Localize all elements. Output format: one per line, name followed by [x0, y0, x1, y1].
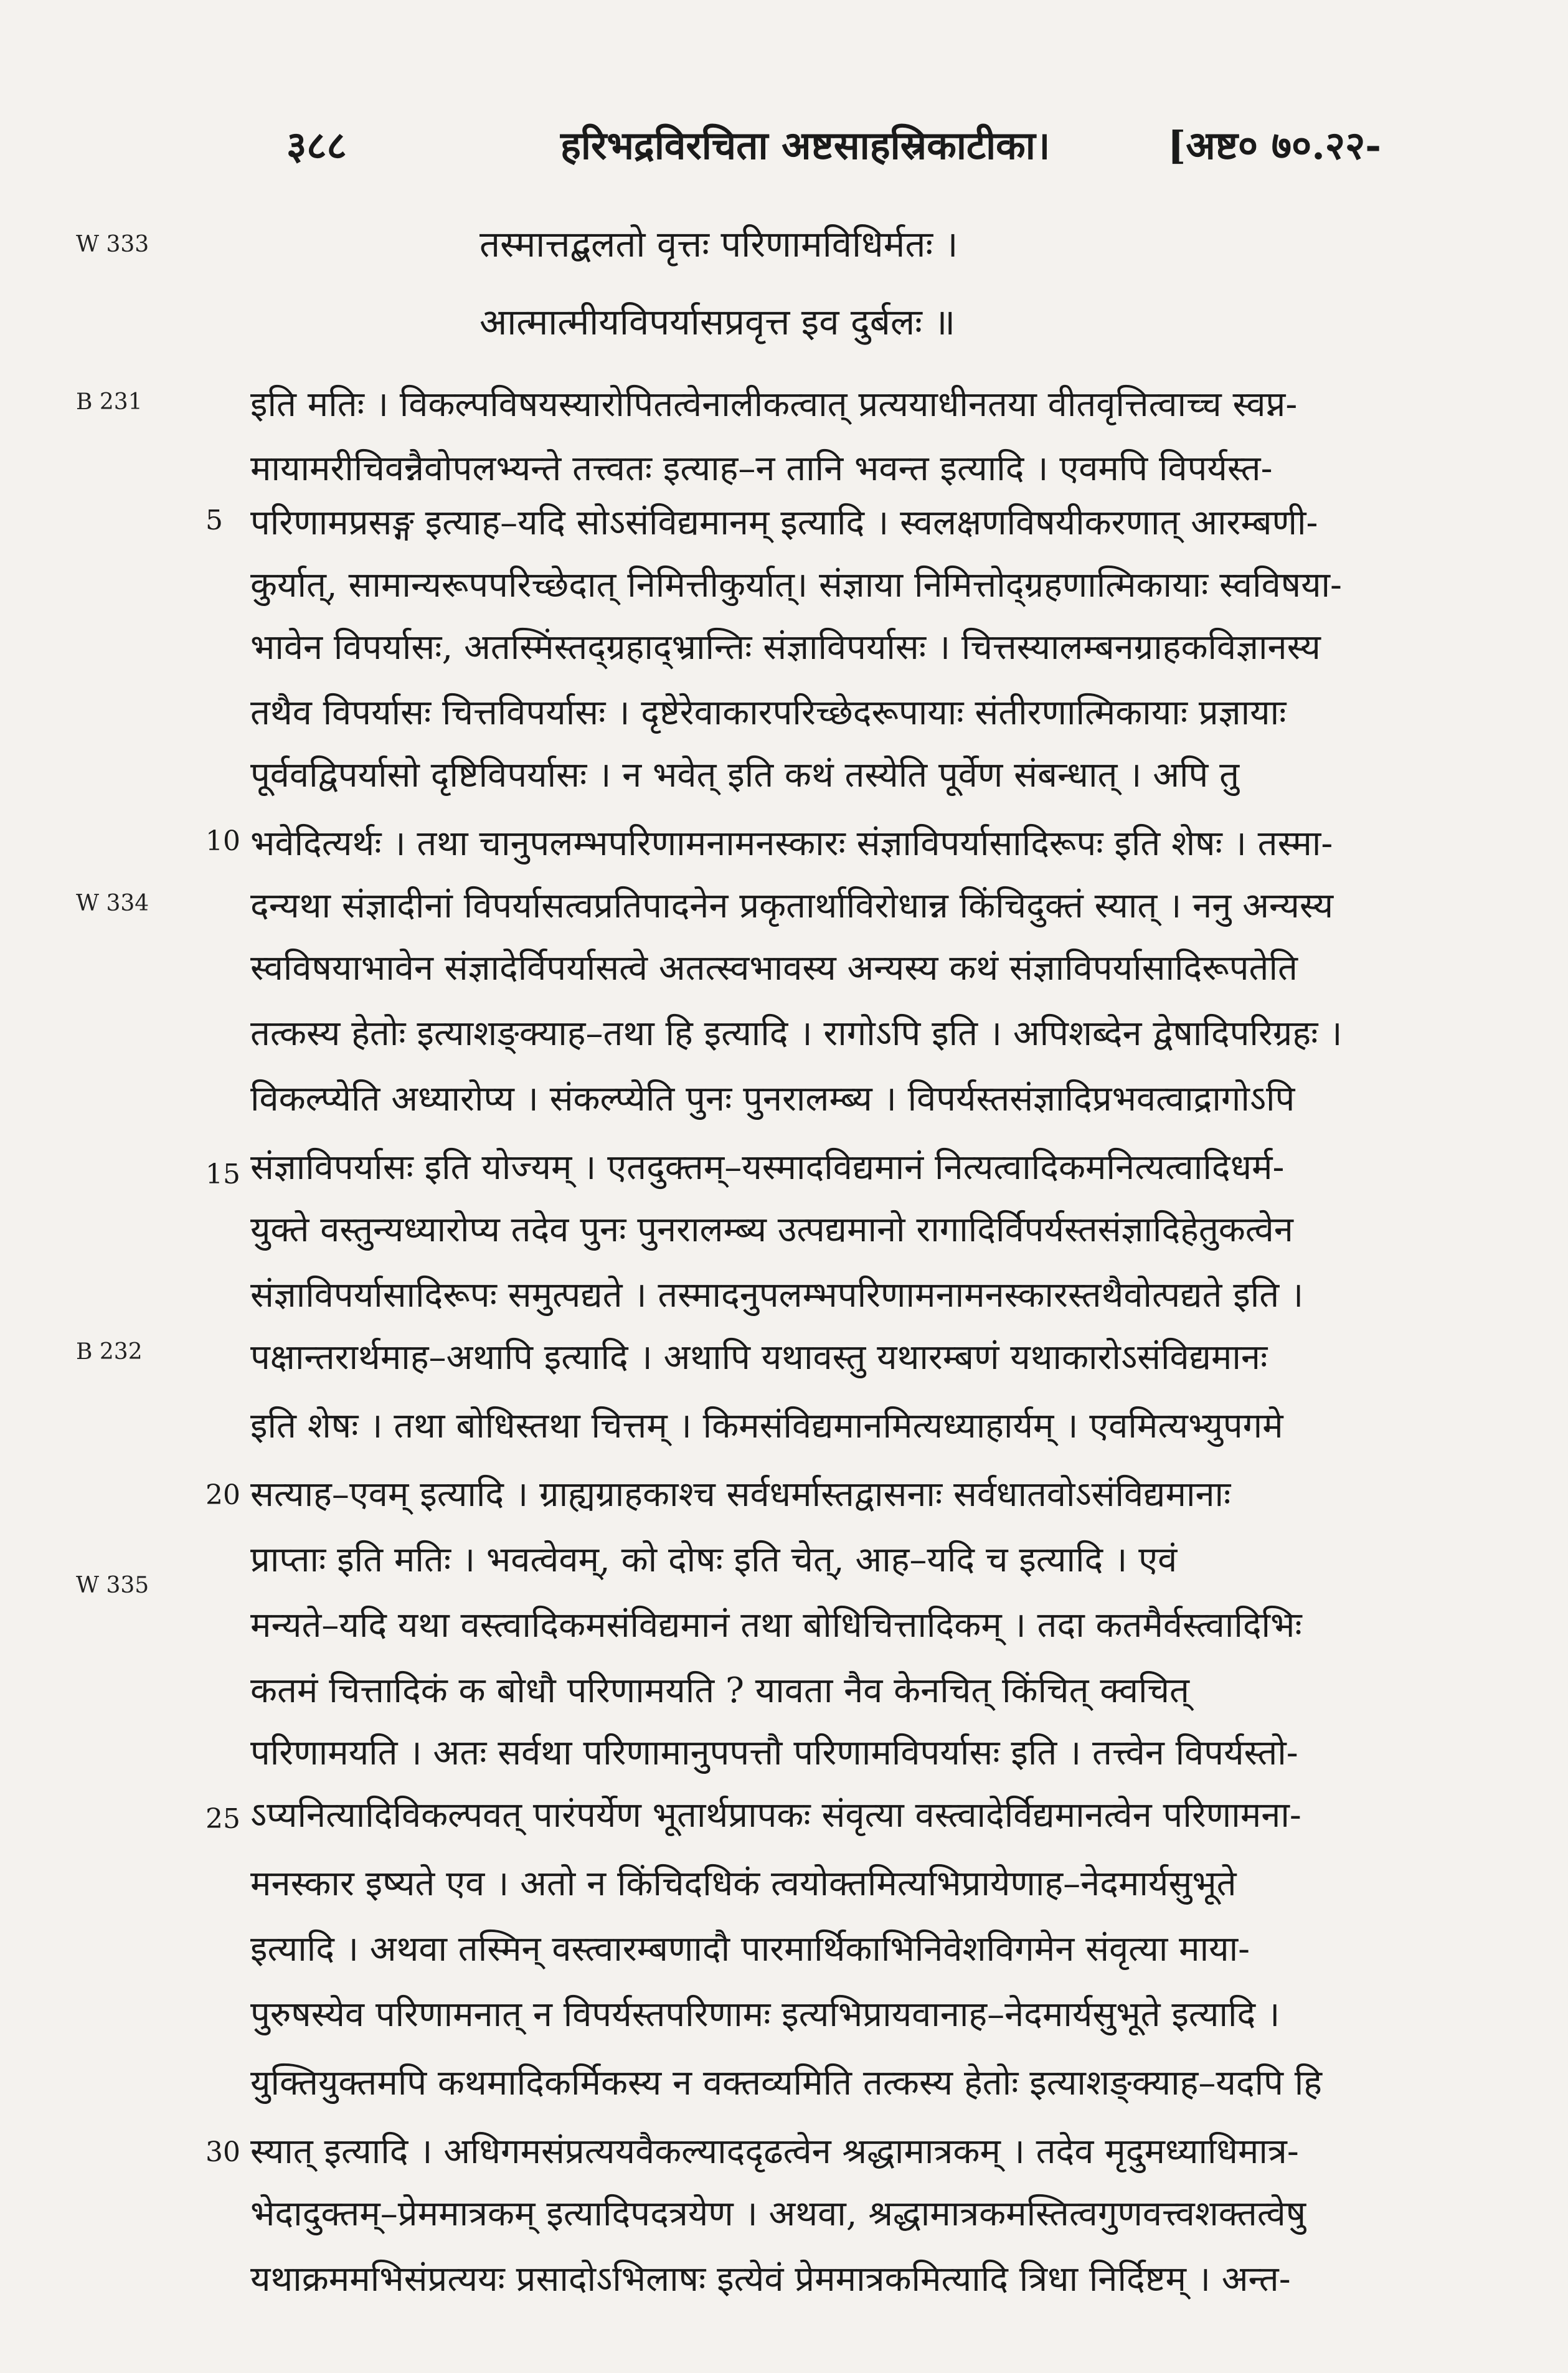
text-line: भवेदित्यर्थः । तथा चानुपलम्भपरिणामनामनस्कारः संज्ञाविपर्यासादिरूपः इति शेषः । तस्मा- [250, 823, 1333, 864]
section-reference: [अष्ट० ७०.२२- [1168, 123, 1382, 168]
margin-ref-w333: W 333 [76, 232, 149, 257]
text-line: संज्ञाविपर्यासादिरूपः समुत्पद्यते । तस्मादनुपलम्भपरिणामनामनस्कारस्तथैवोत्पद्यते इति । [250, 1275, 1304, 1315]
line-number-20: 20 [205, 1479, 240, 1511]
text-line: मनस्कार इष्यते एव । अतो न किंचिदधिकं त्वयोक्तमित्यभिप्रायेणाह–नेदमार्यसुभूते [250, 1864, 1237, 1904]
text-line: स्वविषयाभावेन संज्ञादेर्विपर्यासत्वे अतत्स्वभावस्य अन्यस्य कथं संज्ञाविपर्यासादिरूपतेति [250, 948, 1298, 988]
margin-ref-b232: B 232 [76, 1339, 143, 1365]
page-number: ३८८ [286, 123, 347, 168]
text-line: इति मतिः । विकल्पविषयस्यारोपितत्वेनालीकत्वात् प्रत्ययाधीनतया वीतवृत्तित्वाच्च स्वप्न- [250, 384, 1298, 425]
text-line: प्राप्ताः इति मतिः । भवत्वेवम्, को दोषः इति चेत्, आह–यदि च इत्यादि । एवं [250, 1540, 1178, 1580]
text-line: मन्यते–यदि यथा वस्त्वादिकमसंविद्यमानं तथा बोधिचित्तादिकम् । तदा कतमैर्वस्त्वादिभिः [250, 1605, 1302, 1646]
line-number-30: 30 [205, 2136, 240, 2168]
text-line: परिणामप्रसङ्ग इत्याह–यदि सोऽसंविद्यमानम् इत्यादि । स्वलक्षणविषयीकरणात् आरम्बणी- [250, 503, 1318, 543]
line-number-15: 15 [205, 1158, 240, 1190]
text-line: कतमं चित्तादिकं क बोधौ परिणामयति ? यावता नैव केनचित् किंचित् क्वचित् [250, 1670, 1189, 1711]
text-line: इति शेषः । तथा बोधिस्तथा चित्तम् । किमसंविद्यमानमित्यध्याहार्यम् । एवमित्यभ्युपगमे [250, 1406, 1283, 1446]
text-line: पुरुषस्येव परिणामनात् न विपर्यस्तपरिणामः इत्यभिप्रायवानाह–नेदमार्यसुभूते इत्यादि । [250, 1994, 1280, 2035]
running-title: हरिभद्रविरचिता अष्टसाहस्रिकाटीका। [560, 123, 1051, 168]
text-line: तथैव विपर्यासः चित्तविपर्यासः । दृष्टेरेवाकारपरिच्छेदरूपायाः संतीरणात्मिकायाः प्रज्ञायाः [250, 693, 1287, 733]
margin-ref-b231: B 231 [76, 389, 143, 415]
text-line: कुर्यात्, सामान्यरूपपरिच्छेदात् निमित्तीकुर्यात्। संज्ञाया निमित्तोद्ग्रहणात्मिकायाः स्वविषया- [250, 565, 1342, 605]
margin-ref-w335: W 335 [76, 1573, 149, 1598]
text-line: सत्याह–एवम् इत्यादि । ग्राह्यग्राहकाश्च सर्वधर्मास्तद्वासनाः सर्वधातवोऽसंविद्यमानाः [250, 1474, 1231, 1515]
text-line: स्यात् इत्यादि । अधिगमसंप्रत्ययवैकल्याददृढत्वेन श्रद्धामात्रकम् । तदेव मृदुमध्याधिमात्र- [250, 2131, 1299, 2172]
text-line: युक्ते वस्तुन्यध्यारोप्य तदेव पुनः पुनरालम्ब्य उत्पद्यमानो रागादिर्विपर्यस्तसंज्ञादिहेतुकत्वेन [250, 1210, 1293, 1250]
text-line: भावेन विपर्यासः, अतस्मिंस्तद्ग्रहाद्भ्रान्तिः संज्ञाविपर्यासः । चित्तस्यालम्बनग्राहकविज्ञानस्य [250, 627, 1321, 668]
text-line: मायामरीचिवन्नैवोपलभ्यन्ते तत्त्वतः इत्याह–न तानि भवन्त इत्यादि । एवमपि विपर्यस्त- [250, 448, 1273, 489]
text-line: यथाक्रममभिसंप्रत्ययः प्रसादोऽभिलाषः इत्येवं प्रेममात्रकमित्यादि त्रिधा निर्दिष्टम् । अन्त- [250, 2259, 1291, 2300]
text-line: तत्कस्य हेतोः इत्याशङ्क्याह–तथा हि इत्यादि । रागोऽपि इति । अपिशब्देन द्वेषादिपरिग्रहः । [250, 1013, 1343, 1054]
text-line: ऽप्यनित्यादिविकल्पवत् पारंपर्येण भूतार्थप्रापकः संवृत्या वस्त्वादेर्विद्यमानत्वेन परिणामना- [250, 1795, 1301, 1835]
line-number-5: 5 [205, 504, 223, 536]
verse-line-2: आत्मात्मीयविपर्यासप्रवृत्त इव दुर्बलः ॥ [479, 301, 956, 343]
text-line: दन्यथा संज्ञादीनां विपर्यासत्वप्रतिपादनेन प्रकृतार्थाविरोधान्न किंचिदुक्तं स्यात् । ननु अन्यस्य [250, 886, 1334, 926]
text-line: भेदादुक्तम्–प्रेममात्रकम् इत्यादिपदत्रयेण । अथवा, श्रद्धामात्रकमस्तित्वगुणवत्त्वशक्तत्वेषु [250, 2194, 1306, 2234]
margin-ref-w334: W 334 [76, 891, 149, 916]
line-number-10: 10 [205, 825, 240, 857]
text-line: परिणामयति । अतः सर्वथा परिणामानुपपत्तौ परिणामविपर्यासः इति । तत्त्वेन विपर्यस्तो- [250, 1733, 1298, 1773]
text-line: युक्तियुक्तमपि कथमादिकर्मिकस्य न वक्तव्यमिति तत्कस्य हेतोः इत्याशङ्क्याह–यदपि हि [250, 2063, 1322, 2103]
text-line: इत्यादि । अथवा तस्मिन् वस्त्वारम्बणादौ पारमार्थिकाभिनिवेशविगमेन संवृत्या माया- [250, 1929, 1250, 1969]
text-line: पक्षान्तरार्थमाह–अथापि इत्यादि । अथापि यथावस्तु यथारम्बणं यथाकारोऽसंविद्यमानः [250, 1337, 1268, 1378]
text-line: संज्ञाविपर्यासः इति योज्यम् । एतदुक्तम्–यस्मादविद्यमानं नित्यत्वादिकमनित्यत्वादिधर्म- [250, 1147, 1285, 1188]
text-line: पूर्ववद्विपर्यासो दृष्टिविपर्यासः । न भवेत् इति कथं तस्येति पूर्वेण संबन्धात् । अपि तु [250, 755, 1240, 795]
text-line: विकल्प्येति अध्यारोप्य । संकल्प्येति पुनः पुनरालम्ब्य । विपर्यस्तसंज्ञादिप्रभवत्वाद्रागोऽपि [250, 1079, 1295, 1119]
verse-line-1: तस्मात्तद्बलतो वृत्तः परिणामविधिर्मतः । [479, 223, 958, 265]
line-number-25: 25 [205, 1803, 240, 1835]
